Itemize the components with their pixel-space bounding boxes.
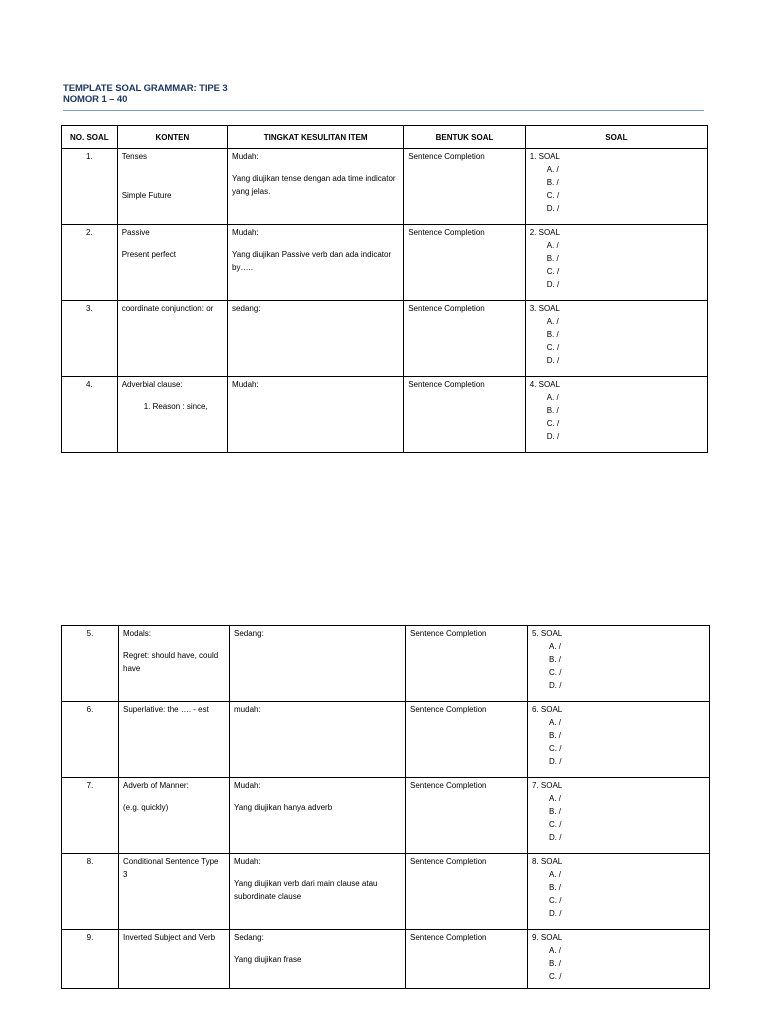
table-row <box>62 702 710 778</box>
option-b: B. / <box>546 178 559 187</box>
soal-label: 5. SOAL <box>532 629 563 638</box>
cell-no: 7. <box>62 778 119 854</box>
tingkat-line: Sedang: <box>234 629 264 638</box>
option-d: D. / <box>546 432 560 441</box>
konten-line: Simple Future <box>121 191 172 200</box>
cell-konten <box>117 225 227 301</box>
option-a: A. / <box>546 165 559 174</box>
option-b: B. / <box>549 883 562 892</box>
cell-konten <box>117 377 227 453</box>
column-header-bentuk-soal: BENTUK SOAL <box>404 126 526 149</box>
option-b: B. / <box>549 959 562 968</box>
cell-soal <box>528 930 710 989</box>
title-line-1: TEMPLATE SOAL GRAMMAR: TIPE 3 <box>63 83 228 94</box>
konten-line: Inverted Subject and Verb <box>123 933 216 942</box>
option-c: C. / <box>549 668 562 677</box>
konten-line: Passive <box>121 228 150 237</box>
option-d: D. / <box>549 681 562 690</box>
cell-soal <box>525 225 707 301</box>
cell-soal <box>525 377 707 453</box>
column-header-soal: SOAL <box>525 126 707 149</box>
option-a: A. / <box>549 946 562 955</box>
cell-bentuk: Sentence Completion <box>404 301 526 377</box>
document-title <box>63 83 228 105</box>
cell-bentuk: Sentence Completion <box>404 149 526 225</box>
tingkat-line: mudah: <box>234 705 261 714</box>
option-a: A. / <box>549 718 562 727</box>
tingkat-line: Yang diujikan frase <box>234 955 302 964</box>
title-line-2: NOMOR 1 – 40 <box>63 94 128 105</box>
cell-bentuk: Sentence Completion <box>406 930 528 989</box>
soal-label: 1. SOAL <box>529 152 560 161</box>
cell-soal <box>525 301 707 377</box>
cell-bentuk: Sentence Completion <box>406 778 528 854</box>
konten-line: (e.g. quickly) <box>123 803 169 812</box>
soal-label: 6. SOAL <box>532 705 563 714</box>
tingkat-line: Mudah: <box>232 152 259 161</box>
option-a: A. / <box>549 794 562 803</box>
column-header-konten: KONTEN <box>117 126 227 149</box>
option-c: C. / <box>546 419 560 428</box>
option-d: D. / <box>549 909 562 918</box>
cell-bentuk: Sentence Completion <box>404 225 526 301</box>
soal-label: 4. SOAL <box>529 380 560 389</box>
soal-label: 8. SOAL <box>532 857 563 866</box>
konten-line: Conditional Sentence Type 3 <box>123 857 219 879</box>
option-b: B. / <box>549 731 562 740</box>
cell-no: 8. <box>62 854 119 930</box>
option-c: C. / <box>549 744 562 753</box>
cell-tingkat <box>228 149 404 225</box>
cell-tingkat <box>230 930 406 989</box>
cell-no: 5. <box>62 626 119 702</box>
konten-line: Superlative: the …. - est <box>123 705 209 714</box>
konten-line: Adverbial clause: <box>121 380 183 389</box>
konten-line: Modals: <box>123 629 152 638</box>
option-c: C. / <box>549 972 562 981</box>
tingkat-line: Yang diujikan hanya adverb <box>234 803 333 812</box>
option-d: D. / <box>546 356 560 365</box>
table-row <box>62 854 710 930</box>
tingkat-line: Yang diujikan tense dengan ada time indicator yang jelas. <box>232 174 396 196</box>
soal-label: 2. SOAL <box>529 228 560 237</box>
cell-soal <box>528 854 710 930</box>
cell-no: 1. <box>62 149 118 225</box>
option-c: C. / <box>546 343 560 352</box>
option-d: D. / <box>546 204 560 213</box>
option-d: D. / <box>546 280 560 289</box>
cell-soal <box>528 778 710 854</box>
table-row <box>62 225 708 301</box>
soal-label: 9. SOAL <box>532 933 563 942</box>
cell-no: 3. <box>62 301 118 377</box>
cell-soal <box>528 702 710 778</box>
tingkat-line: Mudah: <box>232 228 259 237</box>
soal-table-part-1 <box>61 125 708 453</box>
cell-konten <box>119 930 230 989</box>
option-b: B. / <box>546 406 559 415</box>
option-b: B. / <box>549 655 562 664</box>
cell-no: 2. <box>62 225 118 301</box>
konten-line: Present perfect <box>121 250 176 259</box>
cell-no: 4. <box>62 377 118 453</box>
cell-konten <box>117 301 227 377</box>
cell-no: 6. <box>62 702 119 778</box>
cell-soal <box>528 626 710 702</box>
cell-konten <box>119 854 230 930</box>
cell-tingkat <box>230 702 406 778</box>
option-c: C. / <box>549 820 562 829</box>
tingkat-line: Yang diujikan verb dari main clause atau subordinate clause <box>234 879 378 901</box>
option-b: B. / <box>546 330 559 339</box>
tingkat-line: Yang diujikan Passive verb dan ada indicator by….. <box>232 250 392 272</box>
option-a: A. / <box>546 317 559 326</box>
table-row <box>62 626 710 702</box>
cell-bentuk: Sentence Completion <box>406 854 528 930</box>
soal-table-part-2 <box>61 625 710 989</box>
option-a: A. / <box>549 642 562 651</box>
option-c: C. / <box>549 896 562 905</box>
column-header-tingkat-kesulitan: TINGKAT KESULITAN ITEM <box>228 126 404 149</box>
table-header-row <box>62 126 708 149</box>
cell-konten <box>119 702 230 778</box>
option-a: A. / <box>546 393 559 402</box>
konten-list-item: 1. Reason : since, <box>143 402 208 411</box>
tingkat-line: Mudah: <box>234 857 261 866</box>
option-c: C. / <box>546 267 560 276</box>
table-row <box>62 149 708 225</box>
konten-line: coordinate conjunction: or <box>121 304 214 313</box>
konten-line: Regret: should have, could have <box>123 651 219 673</box>
option-c: C. / <box>546 191 560 200</box>
option-d: D. / <box>549 833 562 842</box>
tingkat-line: Sedang: <box>234 933 264 942</box>
table-row <box>62 930 710 989</box>
soal-label: 7. SOAL <box>532 781 563 790</box>
option-a: A. / <box>546 241 559 250</box>
konten-line: Tenses <box>121 152 148 161</box>
option-b: B. / <box>546 254 559 263</box>
cell-bentuk: Sentence Completion <box>404 377 526 453</box>
cell-tingkat <box>228 225 404 301</box>
tingkat-line: Mudah: <box>234 781 261 790</box>
cell-soal <box>525 149 707 225</box>
cell-tingkat <box>228 301 404 377</box>
tingkat-line: Mudah: <box>232 380 259 389</box>
title-divider <box>63 110 704 111</box>
option-d: D. / <box>549 757 562 766</box>
cell-konten <box>119 626 230 702</box>
option-b: B. / <box>549 807 562 816</box>
konten-line: Adverb of Manner: <box>123 781 189 790</box>
tingkat-line: sedang: <box>232 304 261 313</box>
cell-no: 9. <box>62 930 119 989</box>
cell-tingkat <box>230 778 406 854</box>
table-row <box>62 778 710 854</box>
cell-bentuk: Sentence Completion <box>406 626 528 702</box>
table-row <box>62 377 708 453</box>
cell-tingkat <box>230 854 406 930</box>
cell-konten <box>119 778 230 854</box>
cell-tingkat <box>228 377 404 453</box>
table-row <box>62 301 708 377</box>
cell-bentuk: Sentence Completion <box>406 702 528 778</box>
cell-konten <box>117 149 227 225</box>
cell-tingkat <box>230 626 406 702</box>
option-a: A. / <box>549 870 562 879</box>
soal-label: 3. SOAL <box>529 304 560 313</box>
column-header-no-soal: NO. SOAL <box>62 126 118 149</box>
